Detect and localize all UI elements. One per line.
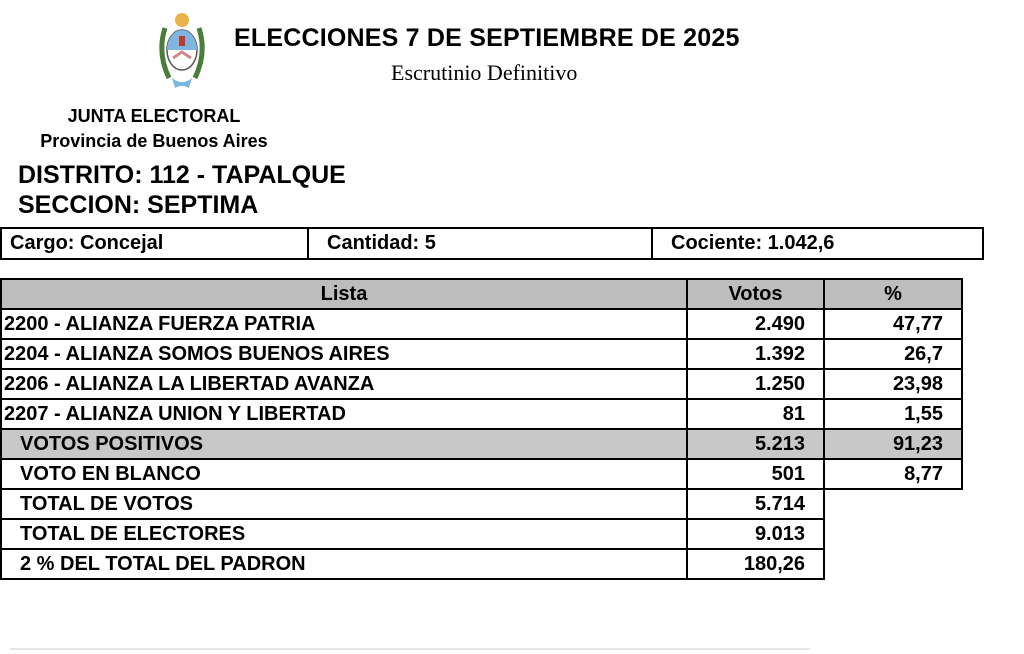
positivos-label: VOTOS POSITIVOS <box>1 429 687 459</box>
cociente-cell: Cociente: 1.042,6 <box>671 232 835 254</box>
results-table <box>0 278 963 580</box>
page-subtitle: Escrutinio Definitivo <box>391 60 578 85</box>
table-header-row <box>1 279 962 309</box>
votos-positivos-row <box>1 429 962 459</box>
total-votos-value: 5.714 <box>687 489 824 519</box>
table-row <box>1 309 962 339</box>
coat-of-arms-icon <box>155 8 209 92</box>
blanco-votos: 501 <box>687 459 824 489</box>
total-electores-label: TOTAL DE ELECTORES <box>1 519 687 549</box>
positivos-votos: 5.213 <box>687 429 824 459</box>
header-votos: Votos <box>687 279 824 309</box>
positivos-pct: 91,23 <box>824 429 962 459</box>
total-electores-row <box>1 519 962 549</box>
table-row <box>1 399 962 429</box>
row-votos: 1.392 <box>687 339 824 369</box>
cargo-cell: Cargo: Concejal <box>2 229 309 258</box>
row-lista: 2204 - ALIANZA SOMOS BUENOS AIRES <box>1 339 687 369</box>
page-title: ELECCIONES 7 DE SEPTIEMBRE DE 2025 <box>234 24 740 52</box>
district-block <box>18 160 346 220</box>
junta-block <box>24 104 284 154</box>
row-votos: 1.250 <box>687 369 824 399</box>
padron-value: 180,26 <box>687 549 824 579</box>
table-row <box>1 369 962 399</box>
blanco-label: VOTO EN BLANCO <box>1 459 687 489</box>
padron-label: 2 % DEL TOTAL DEL PADRON <box>1 549 687 579</box>
voto-blanco-row <box>1 459 962 489</box>
row-pct: 47,77 <box>824 309 962 339</box>
row-lista: 2207 - ALIANZA UNION Y LIBERTAD <box>1 399 687 429</box>
cantidad-cell: Cantidad: 5 <box>309 229 653 258</box>
row-lista: 2200 - ALIANZA FUERZA PATRIA <box>1 309 687 339</box>
row-votos: 81 <box>687 399 824 429</box>
padron-row <box>1 549 962 579</box>
total-electores-value: 9.013 <box>687 519 824 549</box>
seccion-label: SECCION: SEPTIMA <box>18 191 259 219</box>
header-lista: Lista <box>1 279 687 309</box>
row-pct: 26,7 <box>824 339 962 369</box>
row-pct: 23,98 <box>824 369 962 399</box>
blanco-pct: 8,77 <box>824 459 962 489</box>
cargo-box <box>0 227 984 260</box>
bottom-divider <box>10 648 810 650</box>
junta-line-1: JUNTA ELECTORAL <box>67 106 241 126</box>
total-votos-row <box>1 489 962 519</box>
header-pct: % <box>824 279 962 309</box>
row-votos: 2.490 <box>687 309 824 339</box>
junta-line-2: Provincia de Buenos Aires <box>40 131 268 151</box>
row-lista: 2206 - ALIANZA LA LIBERTAD AVANZA <box>1 369 687 399</box>
row-pct: 1,55 <box>824 399 962 429</box>
distrito-label: DISTRITO: 112 - TAPALQUE <box>18 161 346 189</box>
table-row <box>1 339 962 369</box>
total-votos-label: TOTAL DE VOTOS <box>1 489 687 519</box>
